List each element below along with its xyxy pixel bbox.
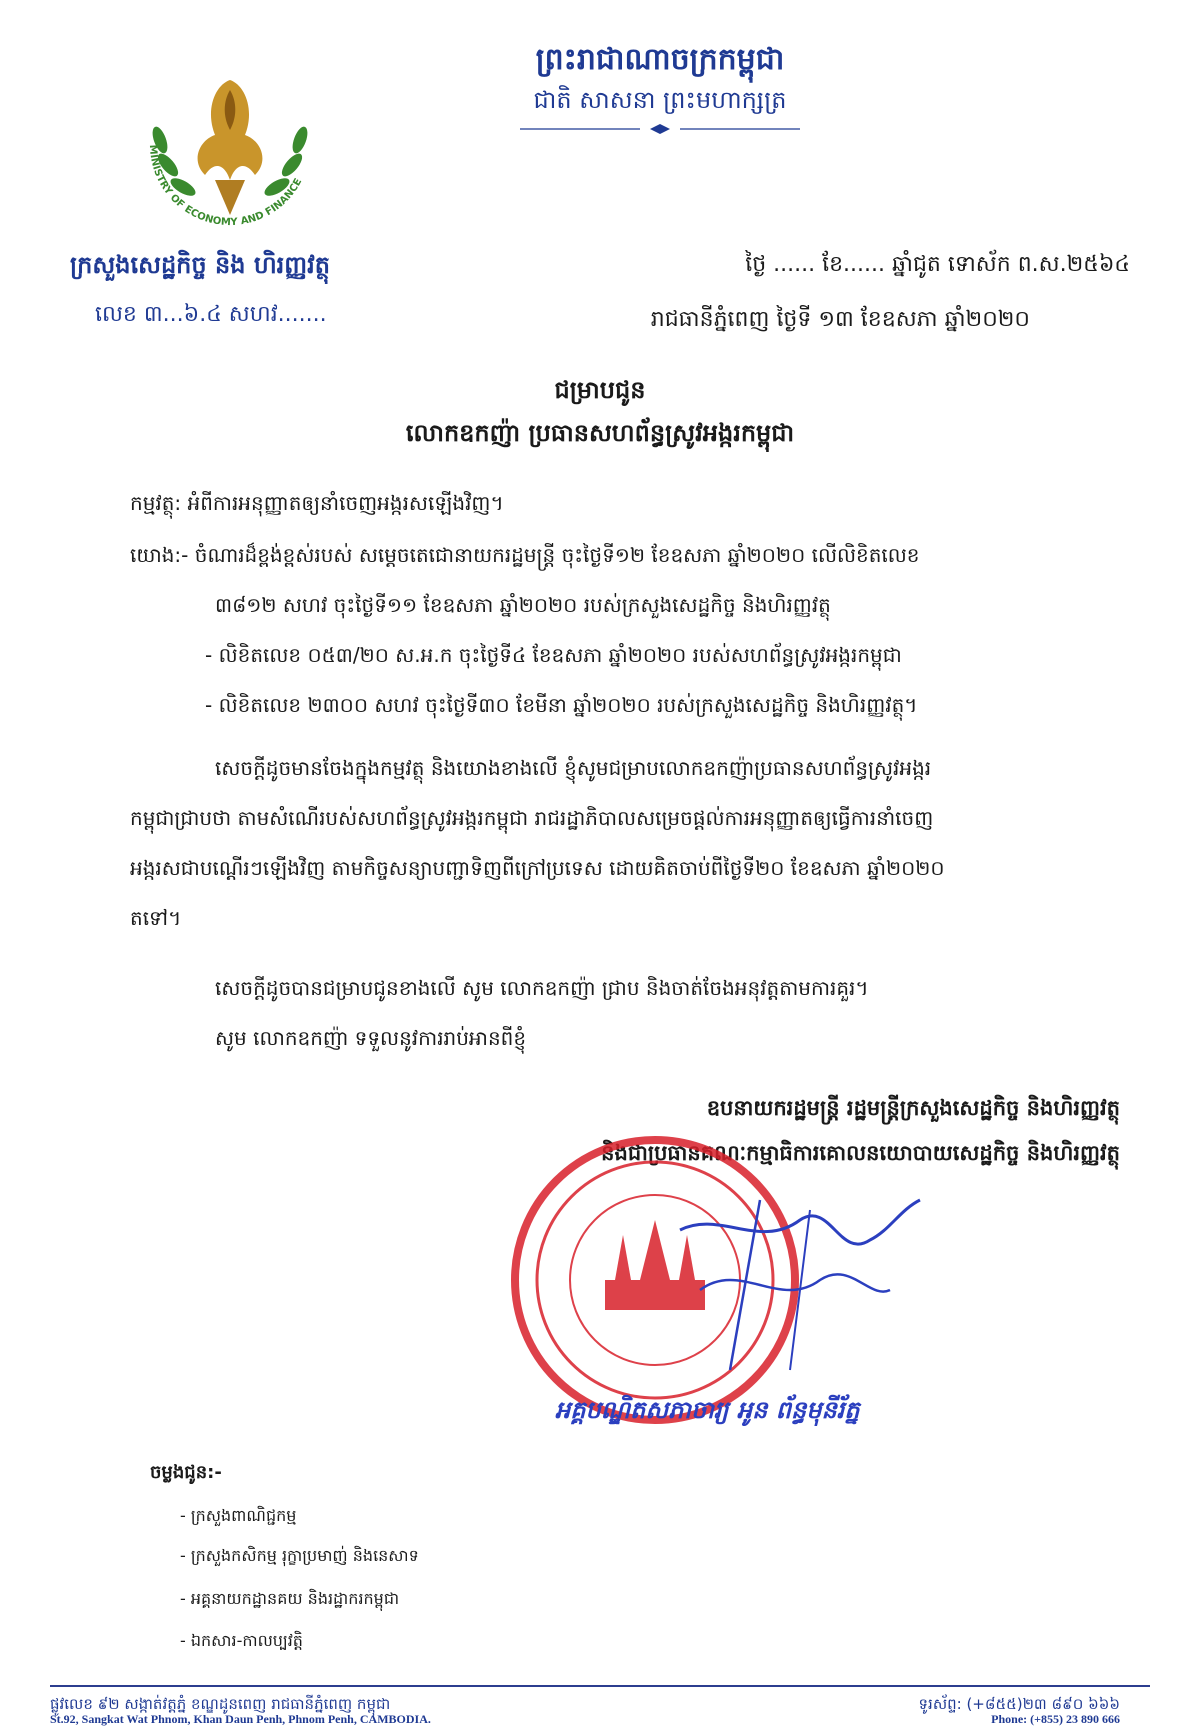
reference-1: យោង:- ចំណារដ៏ខ្ពង់ខ្ពស់របស់ សម្តេចតេជោនាយករដ្ឋមន្ត្រី ចុះថ្ងៃទី១២ ខែឧសភា ឆ្នាំ២០២០ លើលិខិតលេខ <box>130 543 920 567</box>
paragraph-3: សូម លោកឧកញ៉ា ទទួលនូវការរាប់អានពីខ្ញុំ <box>215 1026 527 1050</box>
cc-item: - អគ្គនាយកដ្ឋានគយ និងរដ្ឋាករកម្ពុជា <box>180 1589 400 1608</box>
logo-text: MINISTRY OF ECONOMY AND FINANCE <box>146 144 305 229</box>
reference-2: - លិខិតលេខ ០៥៣/២០ ស.អ.ក ចុះថ្ងៃទី៤ ខែឧសភា ឆ្នាំ២០២០ របស់សហព័ន្ធស្រូវអង្ករកម្ពុជា <box>205 643 902 667</box>
footer-phone-en: Phone: (+855) 23 890 666 <box>991 1712 1120 1726</box>
ministry-name: ក្រសួងសេដ្ឋកិច្ច និង ហិរញ្ញវត្ថុ <box>70 251 330 279</box>
paragraph-1-line-4: តទៅ។ <box>130 906 182 930</box>
subject-line: កម្មវត្ថុ: អំពីការអនុញ្ញាតឲ្យនាំចេញអង្ករសឡើងវិញ។ <box>130 491 504 515</box>
ornament-divider <box>520 122 800 136</box>
signer-name: អគ្គបណ្ឌិតសភាចារ្យ អូន ព័ន្ធមុនីរ័ត្ន <box>555 1396 860 1424</box>
paragraph-2: សេចក្តីដូចបានជម្រាបជូនខាងលើ សូម លោកឧកញ៉ា ជ្រាប និងចាត់ចែងអនុវត្តតាមការគួរ។ <box>215 976 869 1000</box>
paragraph-1-line-3: អង្ករសជាបណ្តើរៗឡើងវិញ តាមកិច្ចសន្យាបញ្ជាទិញពីក្រៅប្រទេស ដោយគិតចាប់ពីថ្ងៃទី២០ ខែឧសភា ឆ្នាំ២០២០ <box>130 856 945 880</box>
reference-number: លេខ ៣...៦.៤ សហវ....... <box>95 302 327 327</box>
cc-item: - ក្រសួងពាណិជ្ជកម្ម <box>180 1506 297 1525</box>
cc-title: ចម្លងជូន:- <box>150 1462 222 1483</box>
reference-3: - លិខិតលេខ ២៣០០ សហវ ចុះថ្ងៃទី៣០ ខែមីនា ឆ្នាំ២០២០ របស់ក្រសួងសេដ្ឋកិច្ច និងហិរញ្ញវត្ថុ។ <box>205 693 918 717</box>
cc-item: - ឯកសារ-កាលប្បវត្តិ <box>180 1631 303 1650</box>
phoenix-emblem <box>198 80 263 215</box>
national-motto: ជាតិ សាសនា ព្រះមហាក្សត្រ <box>533 86 787 114</box>
ministry-logo <box>120 40 340 245</box>
handwritten-signature <box>640 1170 940 1390</box>
recipient-label: ជម្រាបជូន <box>554 376 646 404</box>
footer-phone-kh: ទូរស័ព្ទ: (+៨៥៥)២៣ ៨៩០ ៦៦៦ <box>918 1695 1120 1713</box>
footer-divider <box>50 1685 1150 1687</box>
city-date: រាជធានីភ្នំពេញ ថ្ងៃទី ១៣ ខែឧសភា ឆ្នាំ២០២០ <box>650 307 1030 332</box>
kingdom-title: ព្រះរាជាណាចក្រកម្ពុជា <box>535 42 785 77</box>
reference-1-continued: ៣៨១២ សហវ ចុះថ្ងៃទី១១ ខែឧសភា ឆ្នាំ២០២០ របស់ក្រសួងសេដ្ឋកិច្ច និងហិរញ្ញវត្ថុ <box>215 593 831 617</box>
lunar-date: ថ្ងៃ ...... ខែ...... ឆ្នាំជូត ទោស័ក ព.ស.២៥៦៤ <box>745 252 1130 277</box>
recipient-name: លោកឧកញ៉ា ប្រធានសហព័ន្ធស្រូវអង្ករកម្ពុជា <box>405 419 795 447</box>
signer-title-2: និងជាប្រធានគណៈកម្មាធិការគោលនយោបាយសេដ្ឋកិច្ច និងហិរញ្ញវត្ថុ <box>601 1141 1120 1165</box>
cc-item: - ក្រសួងកសិកម្ម រុក្ខាប្រមាញ់ និងនេសាទ <box>180 1546 419 1565</box>
signer-title-1: ឧបនាយករដ្ឋមន្ត្រី រដ្ឋមន្ត្រីក្រសួងសេដ្ឋកិច្ច និងហិរញ្ញវត្ថុ <box>706 1096 1120 1120</box>
footer-address-en: St.92, Sangkat Wat Phnom, Khan Daun Penh, Phnom Penh, CAMBODIA. <box>50 1712 431 1726</box>
footer-address-kh: ផ្លូវលេខ ៩២ សង្កាត់វត្តភ្នំ ខណ្ឌដូនពេញ រាជធានីភ្នំពេញ កម្ពុជា <box>50 1695 391 1713</box>
paragraph-1-line-2: កម្ពុជាជ្រាបថា តាមសំណើរបស់សហព័ន្ធស្រូវអង្ករកម្ពុជា រាជរដ្ឋាភិបាលសម្រេចផ្តល់ការអនុញ្ញាតឲ្យធ្វើការនាំចេញ <box>130 806 934 830</box>
paragraph-1-line-1: សេចក្តីដូចមានចែងក្នុងកម្មវត្ថុ និងយោងខាងលើ ខ្ញុំសូមជម្រាបលោកឧកញ៉ាប្រធានសហព័ន្ធស្រូវអង្ករ <box>215 756 932 780</box>
